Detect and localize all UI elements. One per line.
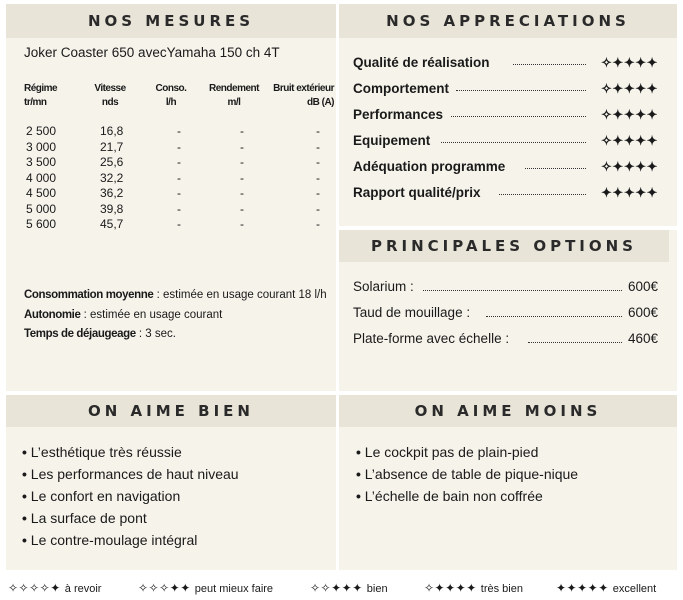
dot-leader bbox=[525, 168, 586, 169]
appreciation-label: Adéquation programme bbox=[353, 159, 506, 174]
list-item: • Le confort en navigation bbox=[22, 485, 239, 507]
rating-stars-icon: ✧✦✦✦✦ bbox=[601, 55, 658, 70]
table-cell: - bbox=[240, 217, 244, 231]
option-label: Solarium : bbox=[353, 279, 414, 294]
legend-label: très bien bbox=[480, 583, 523, 595]
option-label: Plate-forme avec échelle : bbox=[353, 331, 510, 346]
option-price: 600€ bbox=[627, 305, 658, 320]
list-item: • Le contre-moulage intégral bbox=[22, 529, 239, 551]
appreciation-label: Performances bbox=[353, 107, 444, 122]
aime-moins-list bbox=[356, 441, 578, 507]
legend-item bbox=[138, 581, 273, 595]
dot-leader bbox=[486, 316, 622, 317]
list-item: • L’échelle de bain non coffrée bbox=[356, 485, 578, 507]
consommation-text: : estimée en usage courant 18 l/h bbox=[153, 289, 327, 301]
table-cell: - bbox=[240, 186, 244, 200]
legend-stars-icon: ✧✧✧✧✦ bbox=[8, 581, 61, 595]
table-cell: - bbox=[240, 139, 244, 154]
appreciation-row bbox=[353, 159, 658, 179]
header-rendement-unit: m/l bbox=[227, 97, 241, 108]
table-cell: - bbox=[177, 170, 181, 185]
header-rendement-label: Rendement bbox=[209, 83, 259, 94]
rating-stars-icon: ✧✦✦✦✦ bbox=[601, 107, 658, 122]
table-cell: 3 000 bbox=[26, 139, 57, 154]
table-cell: 45,7 bbox=[100, 217, 124, 231]
aime-moins-title: ON AIME MOINS bbox=[339, 395, 677, 427]
autonomie-text: : estimée en usage courant bbox=[80, 309, 223, 321]
list-item: • Les performances de haut niveau bbox=[22, 463, 239, 485]
legend-label: bien bbox=[366, 583, 388, 595]
table-cell: - bbox=[316, 139, 320, 154]
legend-label: excellent bbox=[612, 583, 657, 595]
option-row bbox=[353, 279, 658, 299]
appreciation-row bbox=[353, 81, 658, 101]
dot-leader bbox=[451, 116, 586, 117]
table-cell: 39,8 bbox=[100, 201, 124, 216]
appreciation-label: Equipement bbox=[353, 133, 431, 148]
dot-leader bbox=[499, 194, 586, 195]
list-item: • L’esthétique très réussie bbox=[22, 441, 239, 463]
table-cell: - bbox=[316, 124, 320, 138]
appreciation-label: Comportement bbox=[353, 81, 450, 96]
rating-stars-icon: ✧✦✦✦✦ bbox=[601, 159, 658, 174]
legend-stars-icon: ✦✦✦✦✦ bbox=[556, 581, 609, 595]
header-regime-label: Régime bbox=[24, 83, 58, 94]
legend-stars-icon: ✧✧✦✦✦ bbox=[310, 581, 363, 595]
table-cell: - bbox=[240, 124, 244, 138]
appreciation-row bbox=[353, 55, 658, 75]
table-cell: 16,8 bbox=[100, 124, 124, 138]
dot-leader bbox=[423, 290, 622, 291]
dot-leader bbox=[528, 342, 622, 343]
table-cell: - bbox=[316, 201, 320, 216]
table-cell: 2 500 bbox=[26, 124, 57, 138]
table-cell: - bbox=[177, 155, 181, 169]
option-price: 460€ bbox=[627, 331, 658, 346]
table-cell: 5 600 bbox=[26, 217, 57, 231]
temps-note bbox=[24, 328, 176, 340]
legend-item bbox=[556, 581, 656, 595]
rating-stars-icon: ✧✦✦✦✦ bbox=[601, 133, 658, 148]
temps-label: Temps de déjaugeage bbox=[24, 328, 136, 340]
option-label: Taud de mouillage : bbox=[353, 305, 471, 320]
dot-leader bbox=[513, 64, 586, 65]
option-row bbox=[353, 331, 658, 351]
dot-leader bbox=[441, 142, 586, 143]
legend-stars-icon: ✧✦✦✦✦ bbox=[424, 581, 477, 595]
dot-leader bbox=[456, 90, 586, 91]
table-cell: 32,2 bbox=[100, 170, 124, 185]
aime-bien-list bbox=[22, 441, 239, 551]
col-bruit bbox=[316, 124, 320, 233]
table-cell: - bbox=[177, 186, 181, 200]
table-cell: - bbox=[240, 155, 244, 169]
table-cell: 36,2 bbox=[100, 186, 124, 200]
header-conso-label: Conso. bbox=[155, 83, 187, 94]
option-price: 600€ bbox=[627, 279, 658, 294]
table-cell: - bbox=[177, 124, 181, 138]
appreciation-label: Rapport qualité/prix bbox=[353, 185, 481, 200]
appreciation-row bbox=[353, 133, 658, 153]
rating-stars-icon: ✧✦✦✦✦ bbox=[601, 81, 658, 96]
col-vitesse bbox=[100, 124, 123, 233]
list-item: • Le cockpit pas de plain-pied bbox=[356, 441, 578, 463]
boat-model: Joker Coaster 650 avecYamaha 150 ch 4T bbox=[24, 45, 280, 60]
appreciation-label: Qualité de réalisation bbox=[353, 55, 490, 70]
mesures-title: NOS MESURES bbox=[6, 4, 336, 38]
rating-stars-icon: ✦✦✦✦✦ bbox=[601, 185, 658, 200]
autonomie-note bbox=[24, 309, 222, 321]
table-cell: 25,6 bbox=[100, 155, 124, 169]
legend-label: à revoir bbox=[64, 583, 102, 595]
list-item: • La surface de pont bbox=[22, 507, 239, 529]
appreciation-row bbox=[353, 185, 658, 205]
options-title: PRINCIPALES OPTIONS bbox=[339, 230, 669, 262]
option-row bbox=[353, 305, 658, 325]
col-conso bbox=[177, 124, 181, 233]
header-bruit bbox=[268, 82, 334, 110]
appreciations-title: NOS APPRECIATIONS bbox=[339, 4, 677, 38]
legend-item bbox=[8, 581, 101, 595]
table-cell: - bbox=[177, 217, 181, 231]
header-conso bbox=[146, 82, 196, 110]
table-cell: 21,7 bbox=[100, 139, 124, 154]
table-cell: 4 000 bbox=[26, 170, 57, 185]
header-bruit-label: Bruit extérieur bbox=[273, 83, 334, 94]
table-cell: - bbox=[316, 186, 320, 200]
col-rendement bbox=[240, 124, 244, 233]
table-cell: - bbox=[316, 155, 320, 169]
consommation-note bbox=[24, 289, 327, 301]
legend-label: peut mieux faire bbox=[194, 583, 274, 595]
header-regime bbox=[24, 82, 74, 110]
header-bruit-unit: dB (A) bbox=[307, 97, 334, 108]
legend-stars-icon: ✧✧✧✦✦ bbox=[138, 581, 191, 595]
legend-item bbox=[424, 581, 523, 595]
col-regime bbox=[26, 124, 56, 233]
consommation-label: Consommation moyenne bbox=[24, 289, 154, 301]
table-cell: - bbox=[240, 170, 244, 185]
table-cell: - bbox=[177, 201, 181, 216]
table-cell: - bbox=[316, 170, 320, 185]
temps-text: : 3 sec. bbox=[135, 328, 176, 340]
table-cell: - bbox=[240, 201, 244, 216]
autonomie-label: Autonomie bbox=[24, 309, 81, 321]
header-vitesse bbox=[80, 82, 140, 110]
header-vitesse-label: Vitesse bbox=[94, 83, 126, 94]
header-conso-unit: l/h bbox=[165, 97, 177, 108]
table-cell: 3 500 bbox=[26, 155, 57, 169]
legend-item bbox=[310, 581, 388, 595]
table-cell: - bbox=[177, 139, 181, 154]
aime-bien-title: ON AIME BIEN bbox=[6, 395, 336, 427]
header-regime-unit: tr/mn bbox=[24, 97, 47, 108]
header-rendement bbox=[202, 82, 266, 110]
header-vitesse-unit: nds bbox=[101, 97, 119, 108]
list-item: • L’absence de table de pique-nique bbox=[356, 463, 578, 485]
table-cell: - bbox=[316, 217, 320, 231]
appreciation-row bbox=[353, 107, 658, 127]
table-cell: 5 000 bbox=[26, 201, 57, 216]
table-cell: 4 500 bbox=[26, 186, 57, 200]
